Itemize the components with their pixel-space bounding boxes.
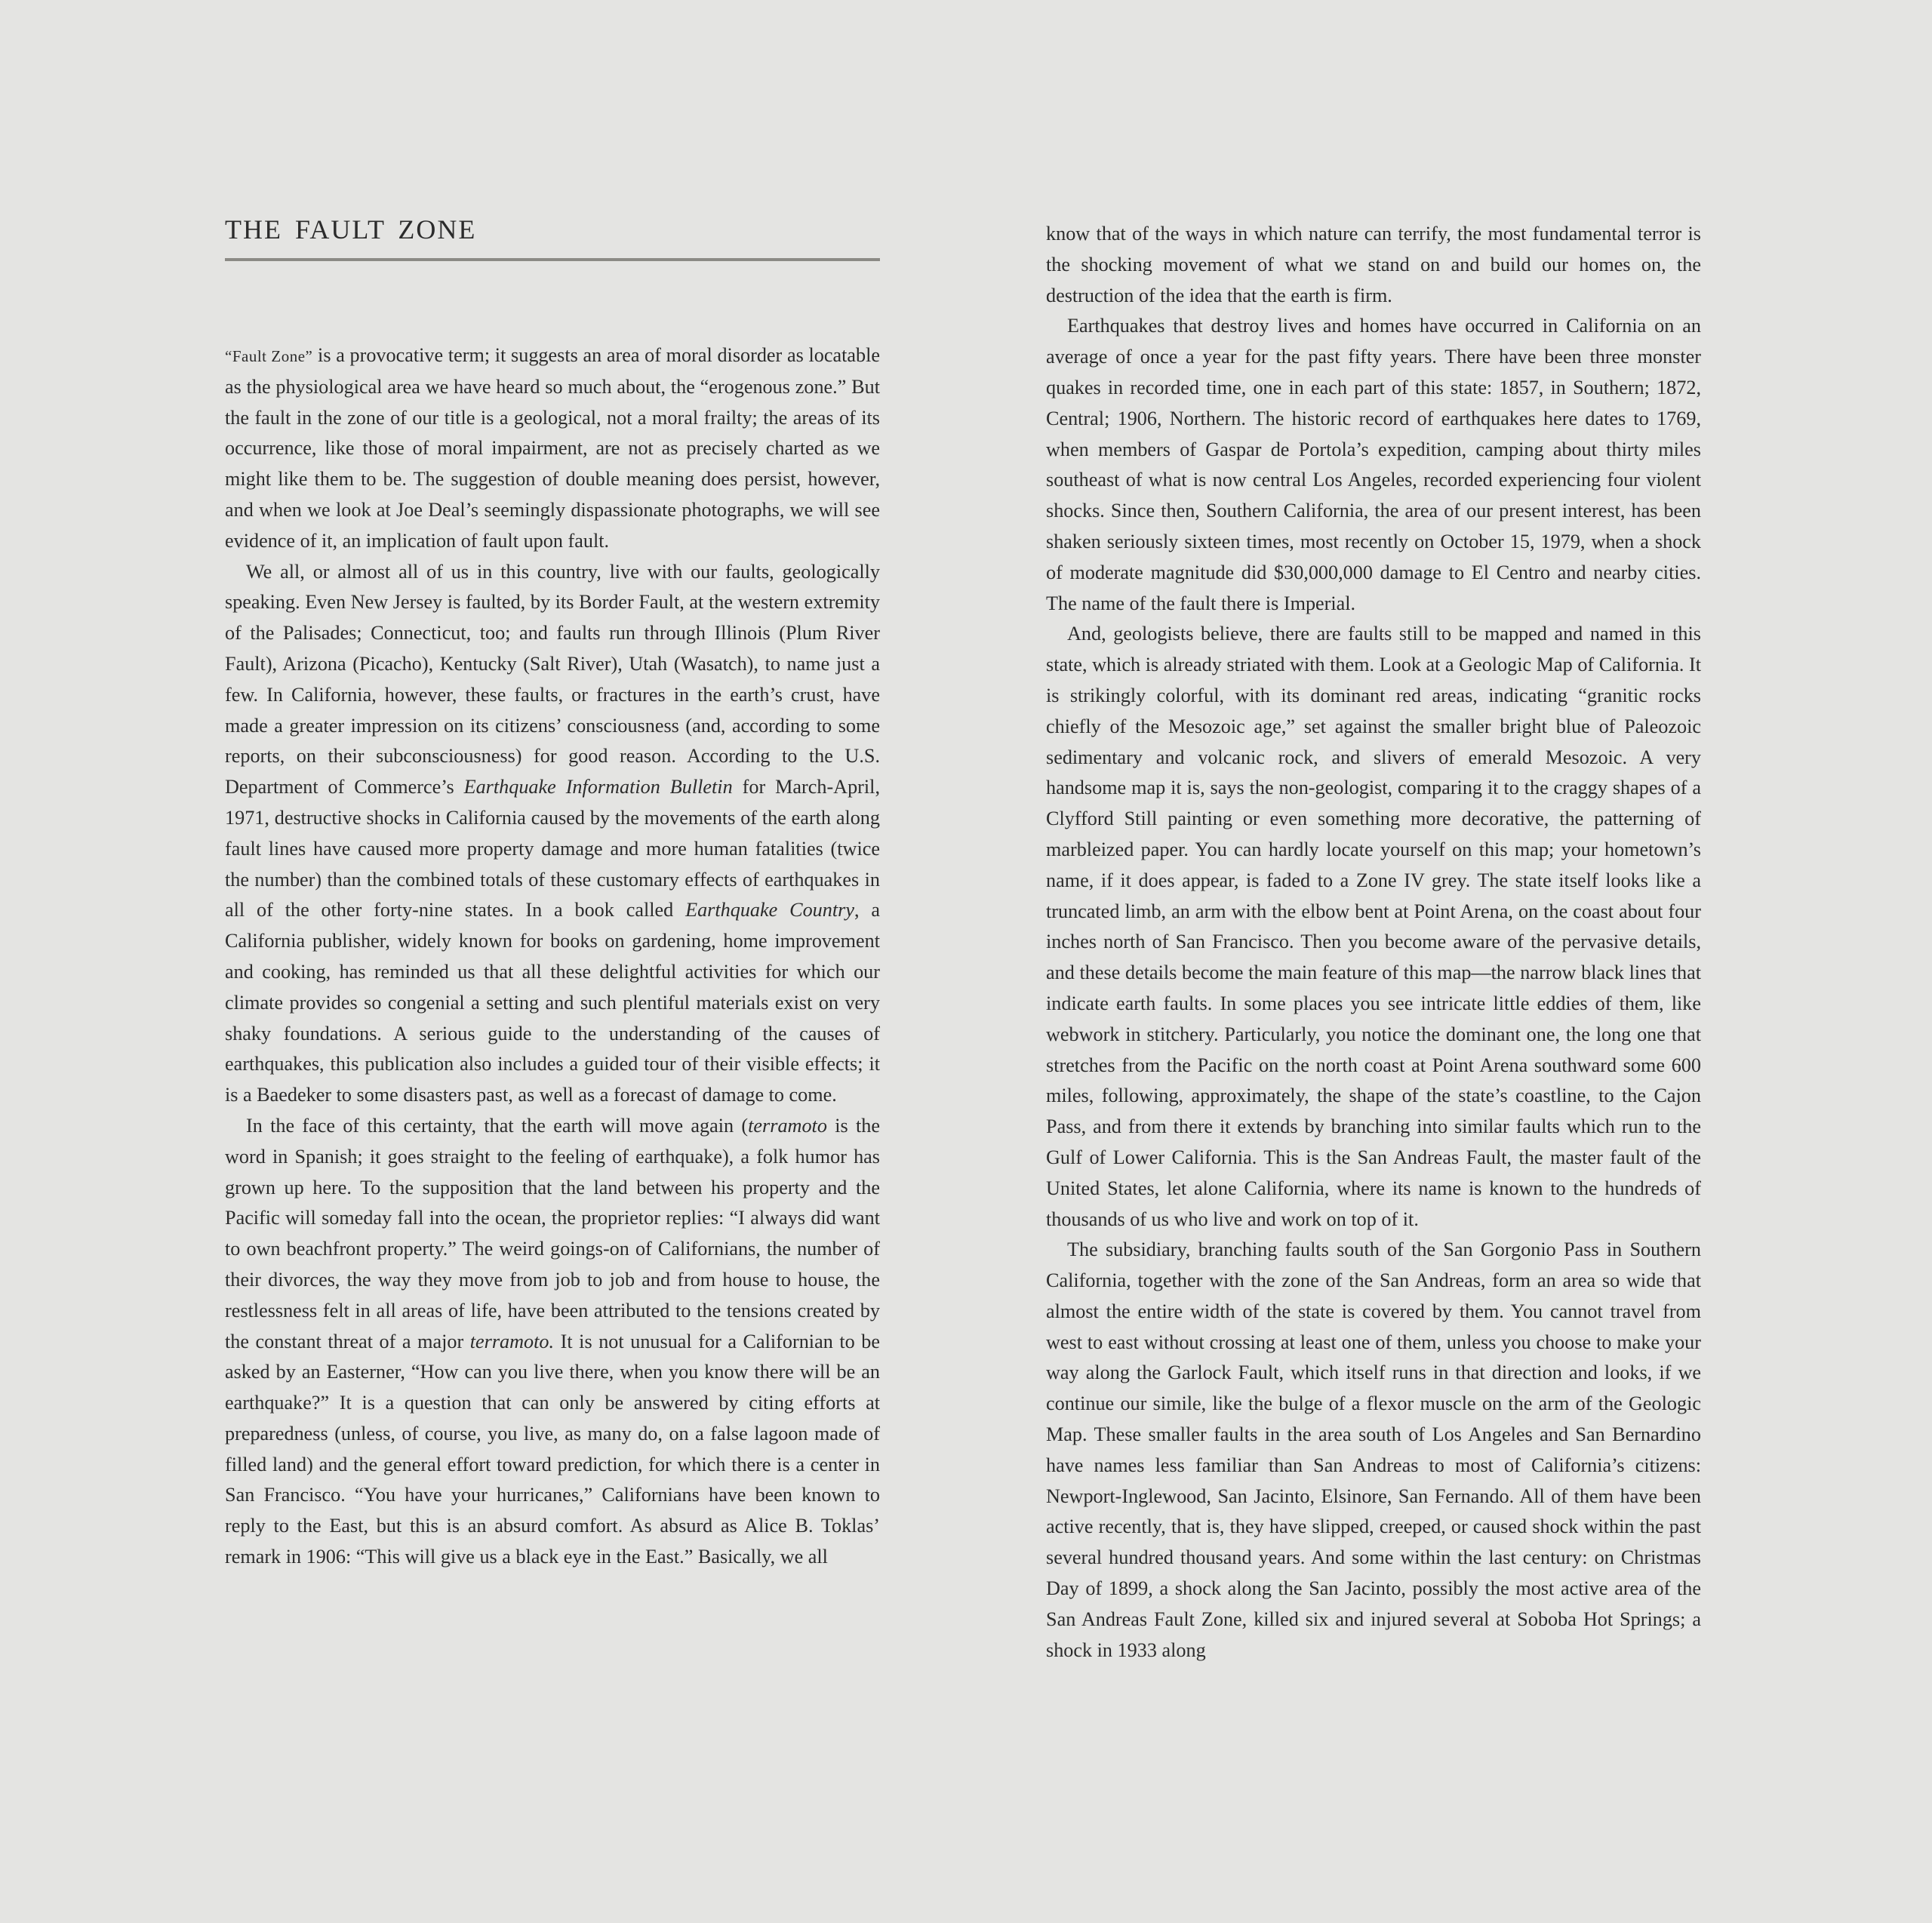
- title-earthquake-information-bulletin: Earthquake Information Bulletin: [463, 776, 733, 798]
- title-earthquake-country: Earthquake Country: [685, 899, 854, 922]
- section-title: THE FAULT ZONE: [225, 214, 477, 245]
- paragraph-1-text: is a provocative term; it suggests an area of moral disorder as locatable as the physiological area we have heard so much about, the “erogenous zone.” But the fault in the zone of our title is a geological, not a moral frailty; the areas of its occurrence, like those of moral impairment, are not as precisely charted as we might like them to be. The suggestion of double meaning does persist, however, and when we look at Joe Deal’s seemingly dispassionate photographs, we will see evidence of it, an implication of fault upon fault.: [225, 344, 880, 552]
- paragraph-3-text-b: is the word in Spanish; it goes straight to the feeling of earthquake), a folk humor has grown up here. To the supposition that the land between his property and the Pacific will someday fall into the ocean, the proprietor replies: “I always did want to own beachfront property.” The weird goings-on of Californians, the number of their divorces, the way they move from job to job and from house to house, the restlessness felt in all areas of life, have been attributed to the tensions created by the constant threat of a major: [225, 1114, 880, 1352]
- paragraph-2: [225, 557, 880, 1111]
- title-rule: [225, 258, 880, 261]
- paragraph-1: [225, 340, 880, 557]
- paragraph-6: The subsidiary, branching faults south of the San Gorgonio Pass in Southern California, together with the zone of the San Andreas, form an area so wide that almost the entire width of the state is covered by them. You cannot travel from west to east without crossing at least one of them, unless you choose to make your way along the Garlock Fault, which itself runs in that direction and looks, if we continue our simile, like the bulge of a flexor muscle on the arm of the Geologic Map. These smaller faults in the area south of Los Angeles and San Bernardino have names less familiar than San Andreas to most of California’s citizens: Newport-Inglewood, San Jacinto, Elsinore, San Fernando. All of them have been active recently, that is, they have slipped, creeped, or caused shock within the past several hundred thousand years. And some within the last century: on Christmas Day of 1899, a shock along the San Jacinto, possibly the most active area of the San Andreas Fault Zone, killed six and injured several at Soboba Hot Springs; a shock in 1933 along: [1046, 1238, 1701, 1661]
- paragraph-continued: know that of the ways in which nature can terrify, the most fundamental terror is the shocking movement of what we stand on and build our homes on, the destruction of the idea that the earth is firm.: [1046, 223, 1701, 306]
- paragraph-2-text-a: We all, or almost all of us in this country, live with our faults, geologically speaking. Even New Jersey is faulted, by its Border Fault, at the western extremity of the Palisades; Connecticut, too; and faults run through Illinois (Plum River Fault), Arizona (Picacho), Kentucky (Salt River), Utah (Wasatch), to name just a few. In California, however, these faults, or fractures in the earth’s crust, have made a greater impression on its citizens’ consciousness (and, according to some reports, on their subconsciousness) for good reason. According to the U.S. Department of Commerce’s: [225, 560, 880, 798]
- paragraph-3-text-c: It is not unusual for a Californian to be asked by an Easterner, “How can you live there, when you know there will be an earthquake?” It is a question that can only be answered by citing efforts at preparedness (unless, of course, you live, as many do, on a false lagoon made of filled land) and the general effort toward prediction, for which there is a center in San Francisco. “You have your hurricanes,” Californians have been known to reply to the East, but this is an absurd comfort. As absurd as Alice B. Toklas’ remark in 1906: “This will give us a black eye in the East.” Basically, we all: [225, 1330, 880, 1568]
- left-text-column: [225, 340, 880, 1573]
- small-caps-opening: “Fault Zone”: [225, 347, 313, 365]
- right-text-column: [1046, 219, 1701, 1666]
- term-terramoto-2: terramoto.: [469, 1330, 555, 1352]
- paragraph-3: [225, 1111, 880, 1573]
- paragraph-3-text-a: In the face of this certainty, that the earth will move again (: [246, 1114, 749, 1137]
- term-terramoto: terramoto: [748, 1114, 827, 1137]
- paragraph-5: And, geologists believe, there are faults still to be mapped and named in this state, which is already striated with them. Look at a Geologic Map of California. It is strikingly colorful, with its dominant red areas, indicating “granitic rocks chiefly of the Mesozoic age,” set against the smaller bright blue of Paleozoic sedimentary and volcanic rock, and slivers of emerald Mesozoic. A very handsome map it is, says the non-geologist, comparing it to the craggy shapes of a Clyfford Still painting or even something more decorative, the patterning of marbleized paper. You can hardly locate yourself on this map; your hometown’s name, if it does appear, is faded to a Zone IV grey. The state itself looks like a truncated limb, an arm with the elbow bent at Point Arena, on the coast about four inches north of San Francisco. Then you become aware of the pervasive details, and these details become the main feature of this map—the narrow black lines that indicate earth faults. In some places you see intricate little eddies of them, like webwork in stitchery. Particularly, you notice the dominant one, the long one that stretches from the Pacific on the north coast at Point Arena southward some 600 miles, following, approximately, the shape of the state’s coastline, to the Cajon Pass, and from there it extends by branching into similar faults which run to the Gulf of Lower California. This is the San Andreas Fault, the master fault of the United States, let alone California, where its name is known to the hundreds of thousands of us who live and work on top of it.: [1046, 623, 1701, 1230]
- section-heading: [225, 213, 880, 261]
- paragraph-4: Earthquakes that destroy lives and homes have occurred in California on an average of once a year for the past fifty years. There have been three monster quakes in recorded time, one in each part of this state: 1857, in Southern; 1872, Central; 1906, Northern. The historic record of earthquakes here dates to 1769, when members of Gaspar de Portola’s expedition, camping about thirty miles southeast of what is now central Los Angeles, recorded experiencing four violent shocks. Since then, Southern California, the area of our present interest, has been shaken seriously sixteen times, most recently on October 15, 1979, when a shock of moderate magnitude did $30,000,000 damage to El Centro and nearby cities. The name of the fault there is Imperial.: [1046, 315, 1701, 614]
- paragraph-2-text-c: , a California publisher, widely known for books on gardening, home improvement and cooking, has reminded us that all these delightful activities for which our climate provides so congenial a setting and such plentiful materials exist on very shaky foundations. A serious guide to the understanding of the causes of earthquakes, this publication also includes a guided tour of their visible effects; it is a Baedeker to some disasters past, as well as a forecast of damage to come.: [225, 899, 880, 1106]
- paragraph-2-text-b: for March-April, 1971, destructive shocks in California caused by the movements of the earth along fault lines have caused more property damage and more human fatalities (twice the number) than the combined totals of these customary effects of earthquakes in all of the other forty-nine states. In a book called: [225, 776, 880, 922]
